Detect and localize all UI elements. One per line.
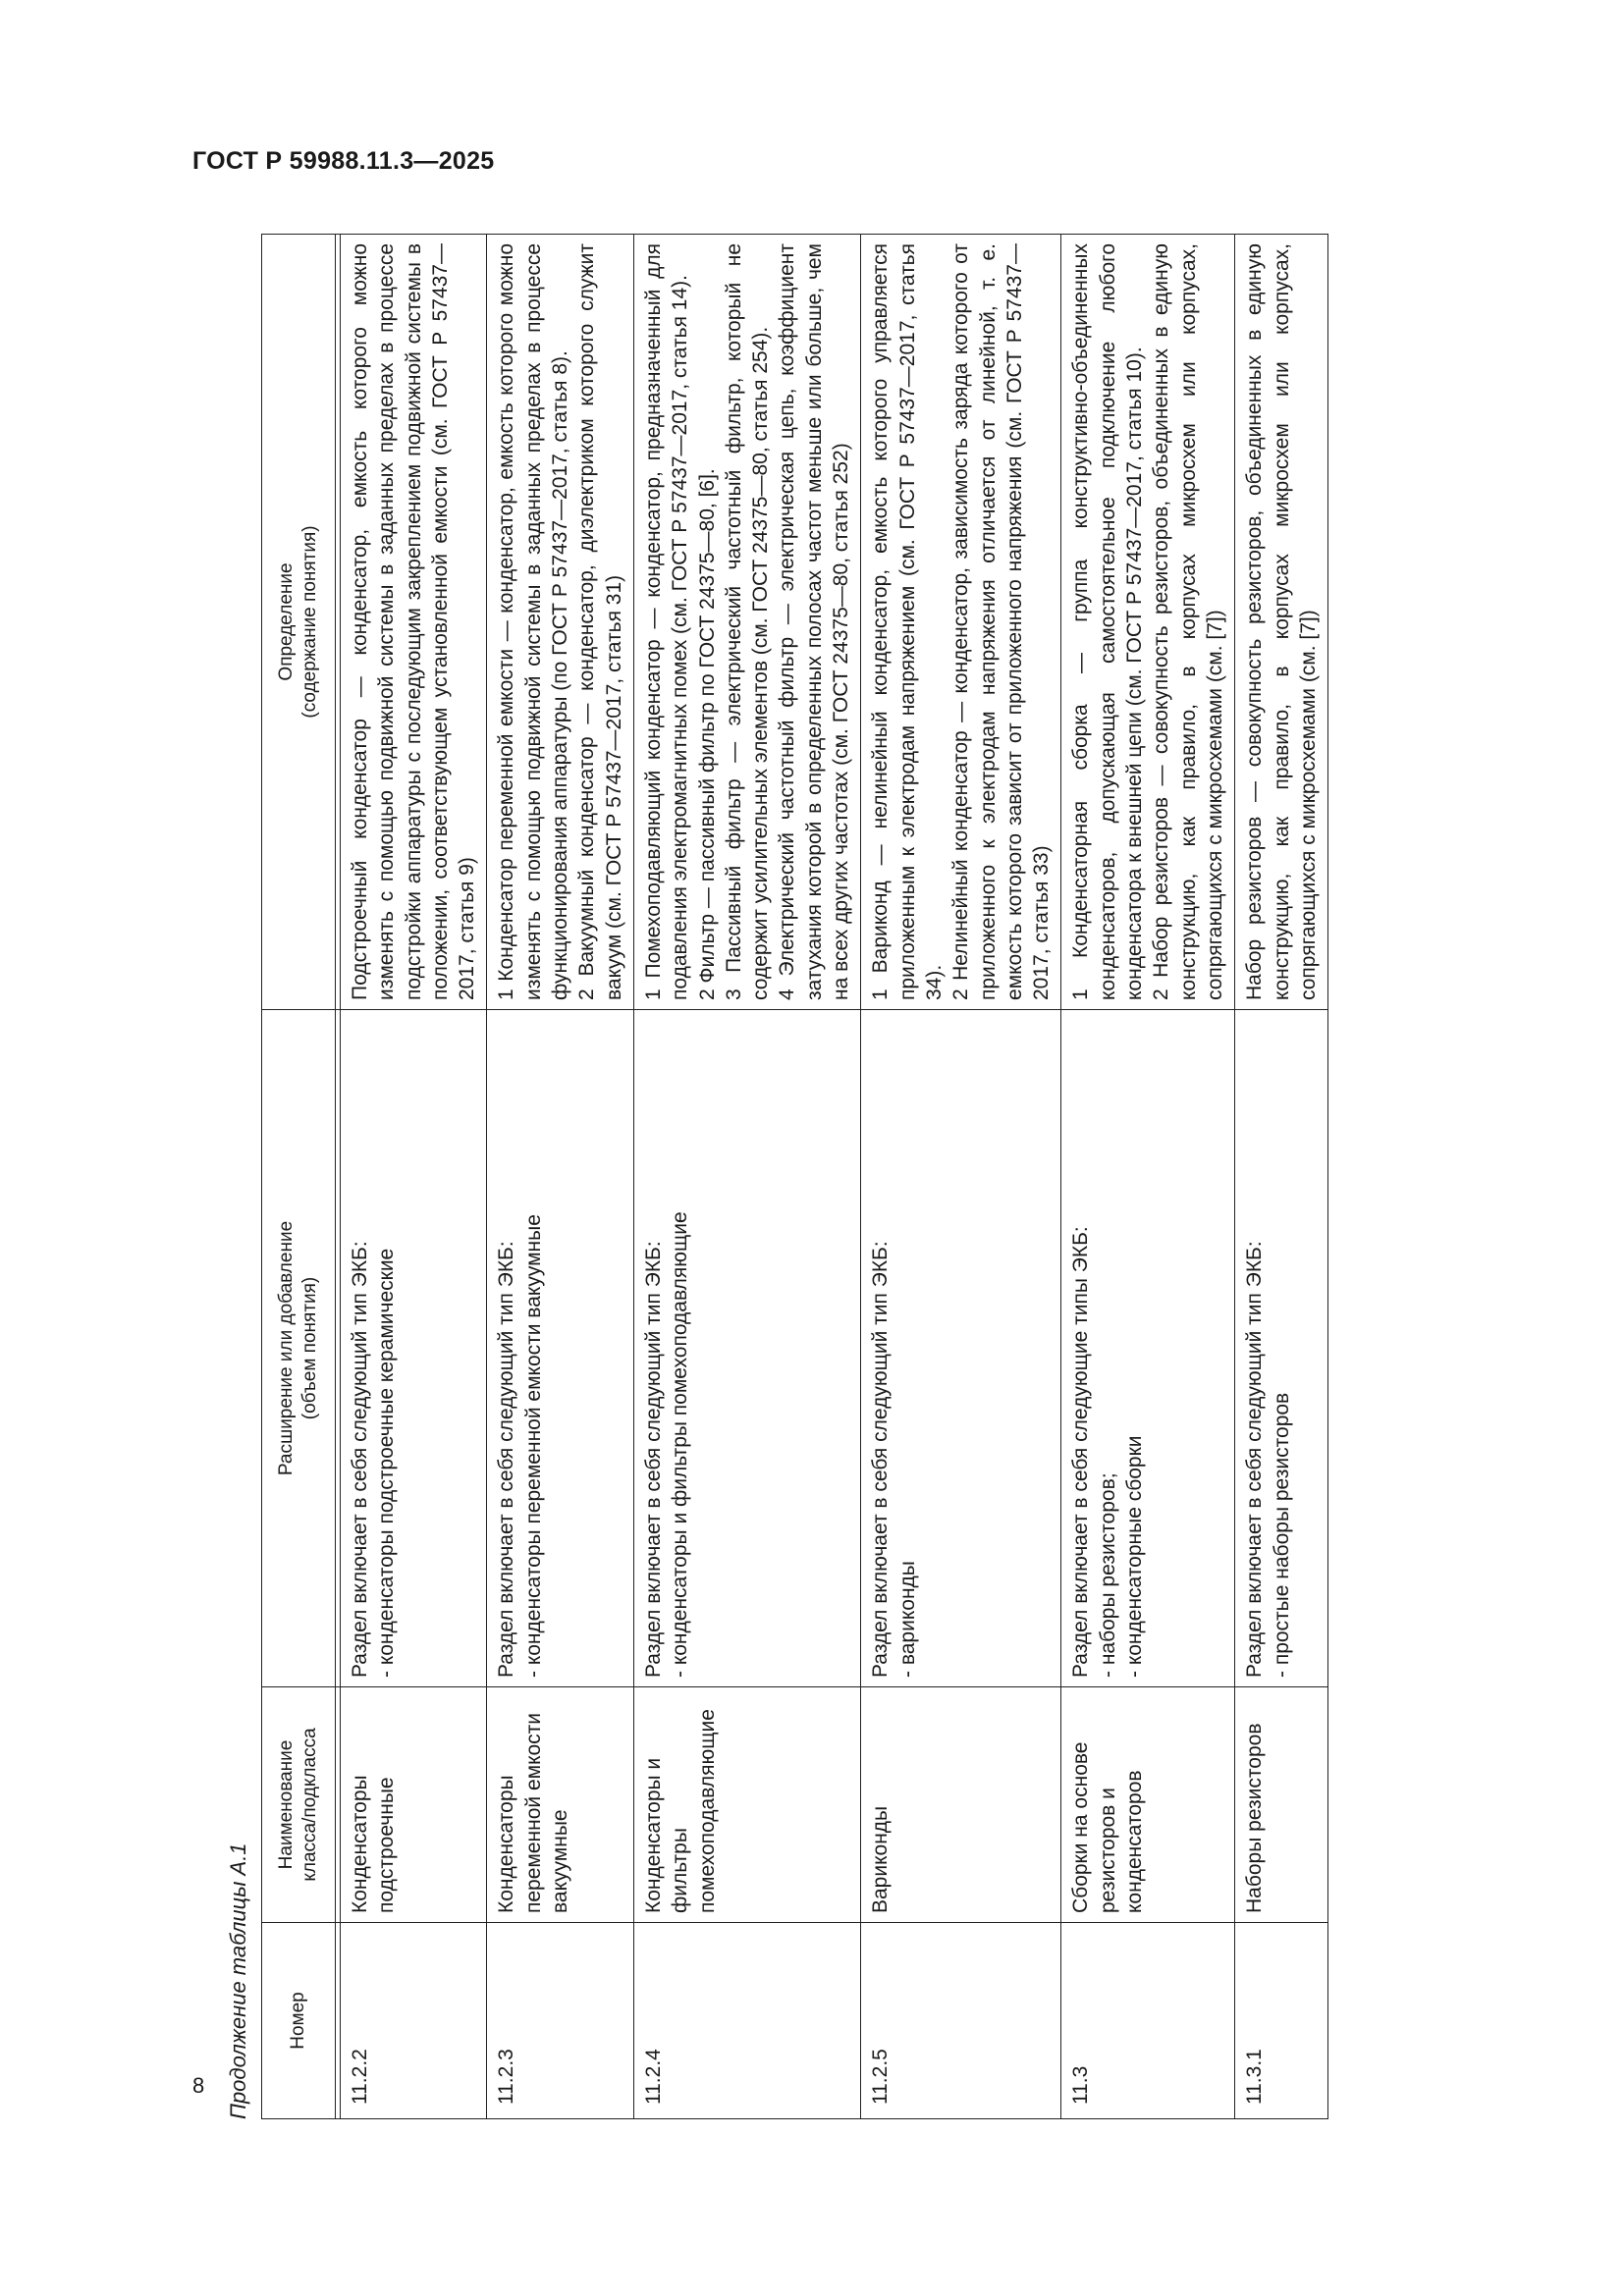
row-definition: Подстроечный конденсатор — конденсатор, емкость которого можно изменять с помощью подвижной системы в заданных пределах в процессе подстройки аппаратуры с последующим закреплением подвижной системы в положении, соответствующем установленной емкости (см. ГОСТ Р 57437—2017, статья 9) — [341, 235, 487, 1010]
row-class-name: Конденсаторы и фильтры помехоподавляющие — [633, 1687, 860, 1923]
page-number: 8 — [192, 2073, 205, 2098]
row-scope: Раздел включает в себя следующий тип ЭКБ: - конденсаторы и фильтры помехоподавляющие — [633, 1010, 860, 1687]
row-scope: Раздел включает в себя следующий тип ЭКБ: - простые наборы резисторов — [1235, 1010, 1328, 1687]
row-number: 11.2.2 — [341, 1923, 487, 2119]
classification-table — [261, 234, 1328, 2119]
row-class-name: Вариконды — [861, 1687, 1061, 1923]
row-class-name: Конденсаторы подстроечные — [341, 1687, 487, 1923]
row-definition: 1 Помехоподавляющий конденсатор — конденсатор, предназначенный для подавления электромагнитных помех (см. ГОСТ Р 57437—2017, статья 14). 2 Фильтр — пассивный фильтр по ГОСТ 24375—80, [6]. 3 Пассивный фильтр — электрический частотный фильтр, который не содержит усилительных элементов (см. ГОСТ 24375—80, статья 254). 4 Электрический частотный фильтр — электрическая цепь, коэффициент затухания которой в определенных полосах частот меньше или больше, чем на всех других частотах (см. ГОСТ 24375—80, статья 252) — [633, 235, 860, 1010]
table-header-row — [262, 235, 336, 2119]
row-scope: Раздел включает в себя следующие типы ЭКБ: - наборы резисторов; - конденсаторные сборки — [1061, 1010, 1235, 1687]
row-definition: Набор резисторов — совокупность резисторов, объединенных в единую конструкцию, как правило, в корпусах микросхем или корпусах, сопрягающихся с микросхемами (см. [7]) — [1235, 235, 1328, 1010]
table-row — [341, 235, 487, 2119]
row-scope: Раздел включает в себя следующий тип ЭКБ: - конденсаторы переменной емкости вакуумные — [487, 1010, 633, 1687]
row-number: 11.2.4 — [633, 1923, 860, 2119]
row-definition: 1 Конденсаторная сборка — группа конструктивно-объединенных конденсаторов, допускающая самостоятельное подключение любого конденсатора к внешней цепи (см. ГОСТ Р 57437—2017, статья 10). 2 Набор резисторов — совокупность резисторов, объединенных в единую конструкцию, как правило, в корпусах микросхем или корпусах, сопрягающихся с микросхемами (см. [7]) — [1061, 235, 1235, 1010]
row-class-name: Наборы резисторов — [1235, 1687, 1328, 1923]
row-scope: Раздел включает в себя следующий тип ЭКБ: - конденсаторы подстроечные керамические — [341, 1010, 487, 1687]
rotated-table-area — [222, 235, 1498, 2119]
row-class-name: Сборки на основе резисторов и конденсаторов — [1061, 1687, 1235, 1923]
row-number: 11.2.5 — [861, 1923, 1061, 2119]
row-definition: 1 Конденсатор переменной емкости — конденсатор, емкость которого можно изменять с помощью подвижной системы в заданных пределах в процессе функционирования аппаратуры (по ГОСТ Р 57437—2017, статья 8). 2 Вакуумный конденсатор — конденсатор, диэлектриком которого служит вакуум (см. ГОСТ Р 57437—2017, статья 31) — [487, 235, 633, 1010]
row-definition: 1 Вариконд — нелинейный конденсатор, емкость которого управляется приложенным к электродам напряжением (см. ГОСТ Р 57437—2017, статья 34). 2 Нелинейный конденсатор — конденсатор, зависимость заряда которого от приложенного к электродам напряжения отличается от линейной, т. е. емкость которого зависит от приложенного напряжения (см. ГОСТ Р 57437—2017, статья 33) — [861, 235, 1061, 1010]
column-header-definition: Определение (содержание понятия) — [262, 235, 336, 1010]
column-header-scope: Расширение или добавление (объем понятия) — [262, 1010, 336, 1687]
table-row — [861, 235, 1061, 2119]
table-row — [487, 235, 633, 2119]
row-scope: Раздел включает в себя следующий тип ЭКБ: - вариконды — [861, 1010, 1061, 1687]
document-code: ГОСТ Р 59988.11.3—2025 — [192, 147, 495, 175]
table-continuation-caption: Продолжение таблицы А.1 — [226, 1842, 250, 2119]
row-number: 11.3 — [1061, 1923, 1235, 2119]
row-number: 11.2.3 — [487, 1923, 633, 2119]
column-header-name: Наименование класса/подкласса — [262, 1687, 336, 1923]
table-row — [1235, 235, 1328, 2119]
row-class-name: Конденсаторы переменной емкости вакуумные — [487, 1687, 633, 1923]
row-number: 11.3.1 — [1235, 1923, 1328, 2119]
column-header-number: Номер — [262, 1923, 336, 2119]
table-row — [633, 235, 860, 2119]
table-row — [1061, 235, 1235, 2119]
